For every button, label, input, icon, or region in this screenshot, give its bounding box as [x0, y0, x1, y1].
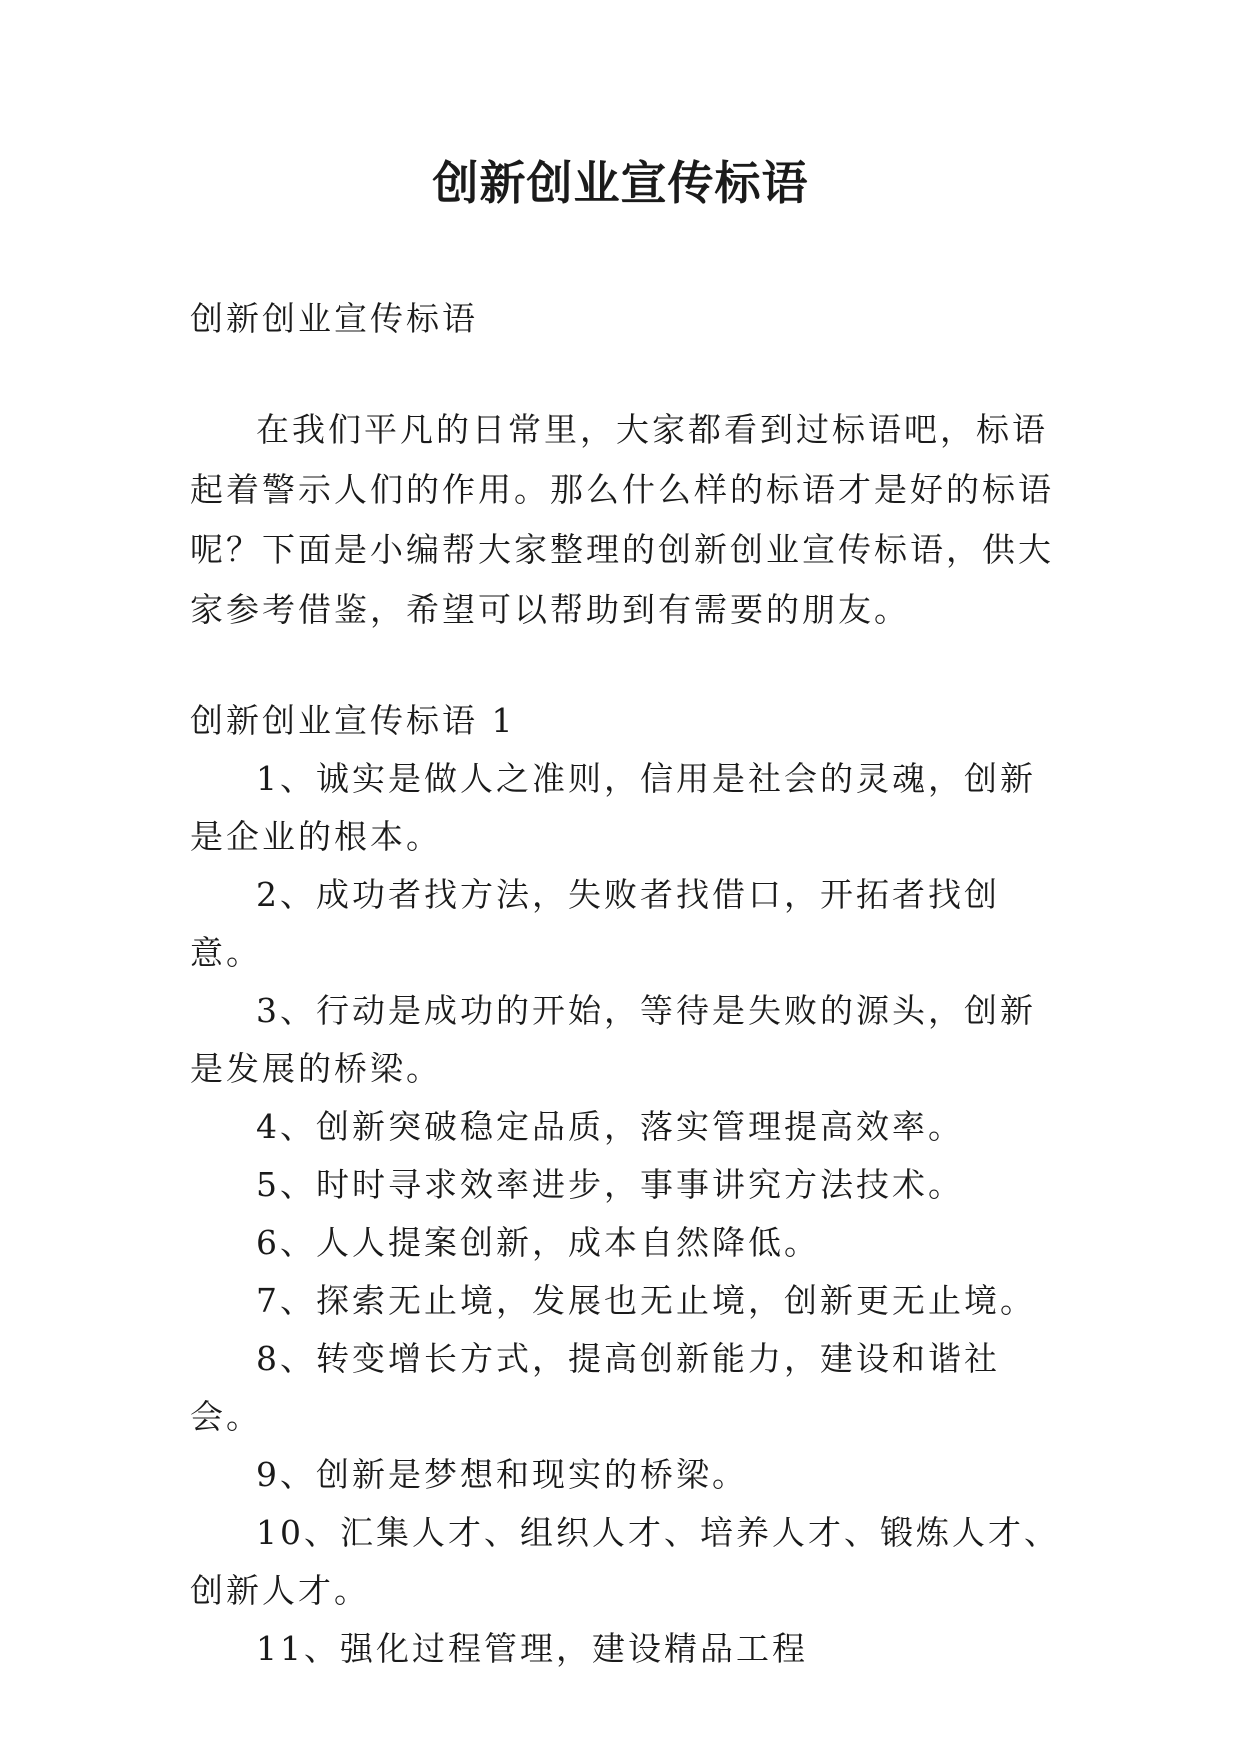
slogan-item: 11、强化过程管理，建设精品工程: [256, 1629, 808, 1668]
slogan-item: 1、诚实是做人之准则，信用是社会的灵魂，创新是企业的根本。: [190, 759, 1036, 856]
slogan-item: 3、行动是成功的开始，等待是失败的源头，创新是发展的桥梁。: [190, 991, 1036, 1088]
slogan-item: 5、时时寻求效率进步，事事讲究方法技术。: [256, 1165, 964, 1204]
document-body: [190, 290, 1070, 1678]
document-subtitle: 创新创业宣传标语: [190, 299, 478, 338]
intro-paragraph: 在我们平凡的日常里，大家都看到过标语吧，标语起着警示人们的作用。那么什么样的标语才是好的标语呢？下面是小编帮大家整理的创新创业宣传标语，供大家参考借鉴，希望可以帮助到有需要的朋友。: [190, 410, 1054, 629]
slogan-item: 9、创新是梦想和现实的桥梁。: [256, 1455, 748, 1494]
slogan-item: 4、创新突破稳定品质，落实管理提高效率。: [256, 1107, 964, 1146]
slogan-item: 6、人人提案创新，成本自然降低。: [256, 1223, 820, 1262]
slogan-item: 8、转变增长方式，提高创新能力，建设和谐社会。: [190, 1339, 1000, 1436]
slogan-list: [190, 750, 1070, 1678]
slogan-item: 2、成功者找方法，失败者找借口，开拓者找创意。: [190, 875, 1000, 972]
document-title: 创新创业宣传标语: [432, 156, 809, 210]
slogan-item: 10、汇集人才、组织人才、培养人才、锻炼人才、创新人才。: [190, 1513, 1060, 1610]
slogan-item: 7、探索无止境，发展也无止境，创新更无止境。: [256, 1281, 1036, 1320]
section-heading: 创新创业宣传标语 1: [190, 701, 516, 740]
